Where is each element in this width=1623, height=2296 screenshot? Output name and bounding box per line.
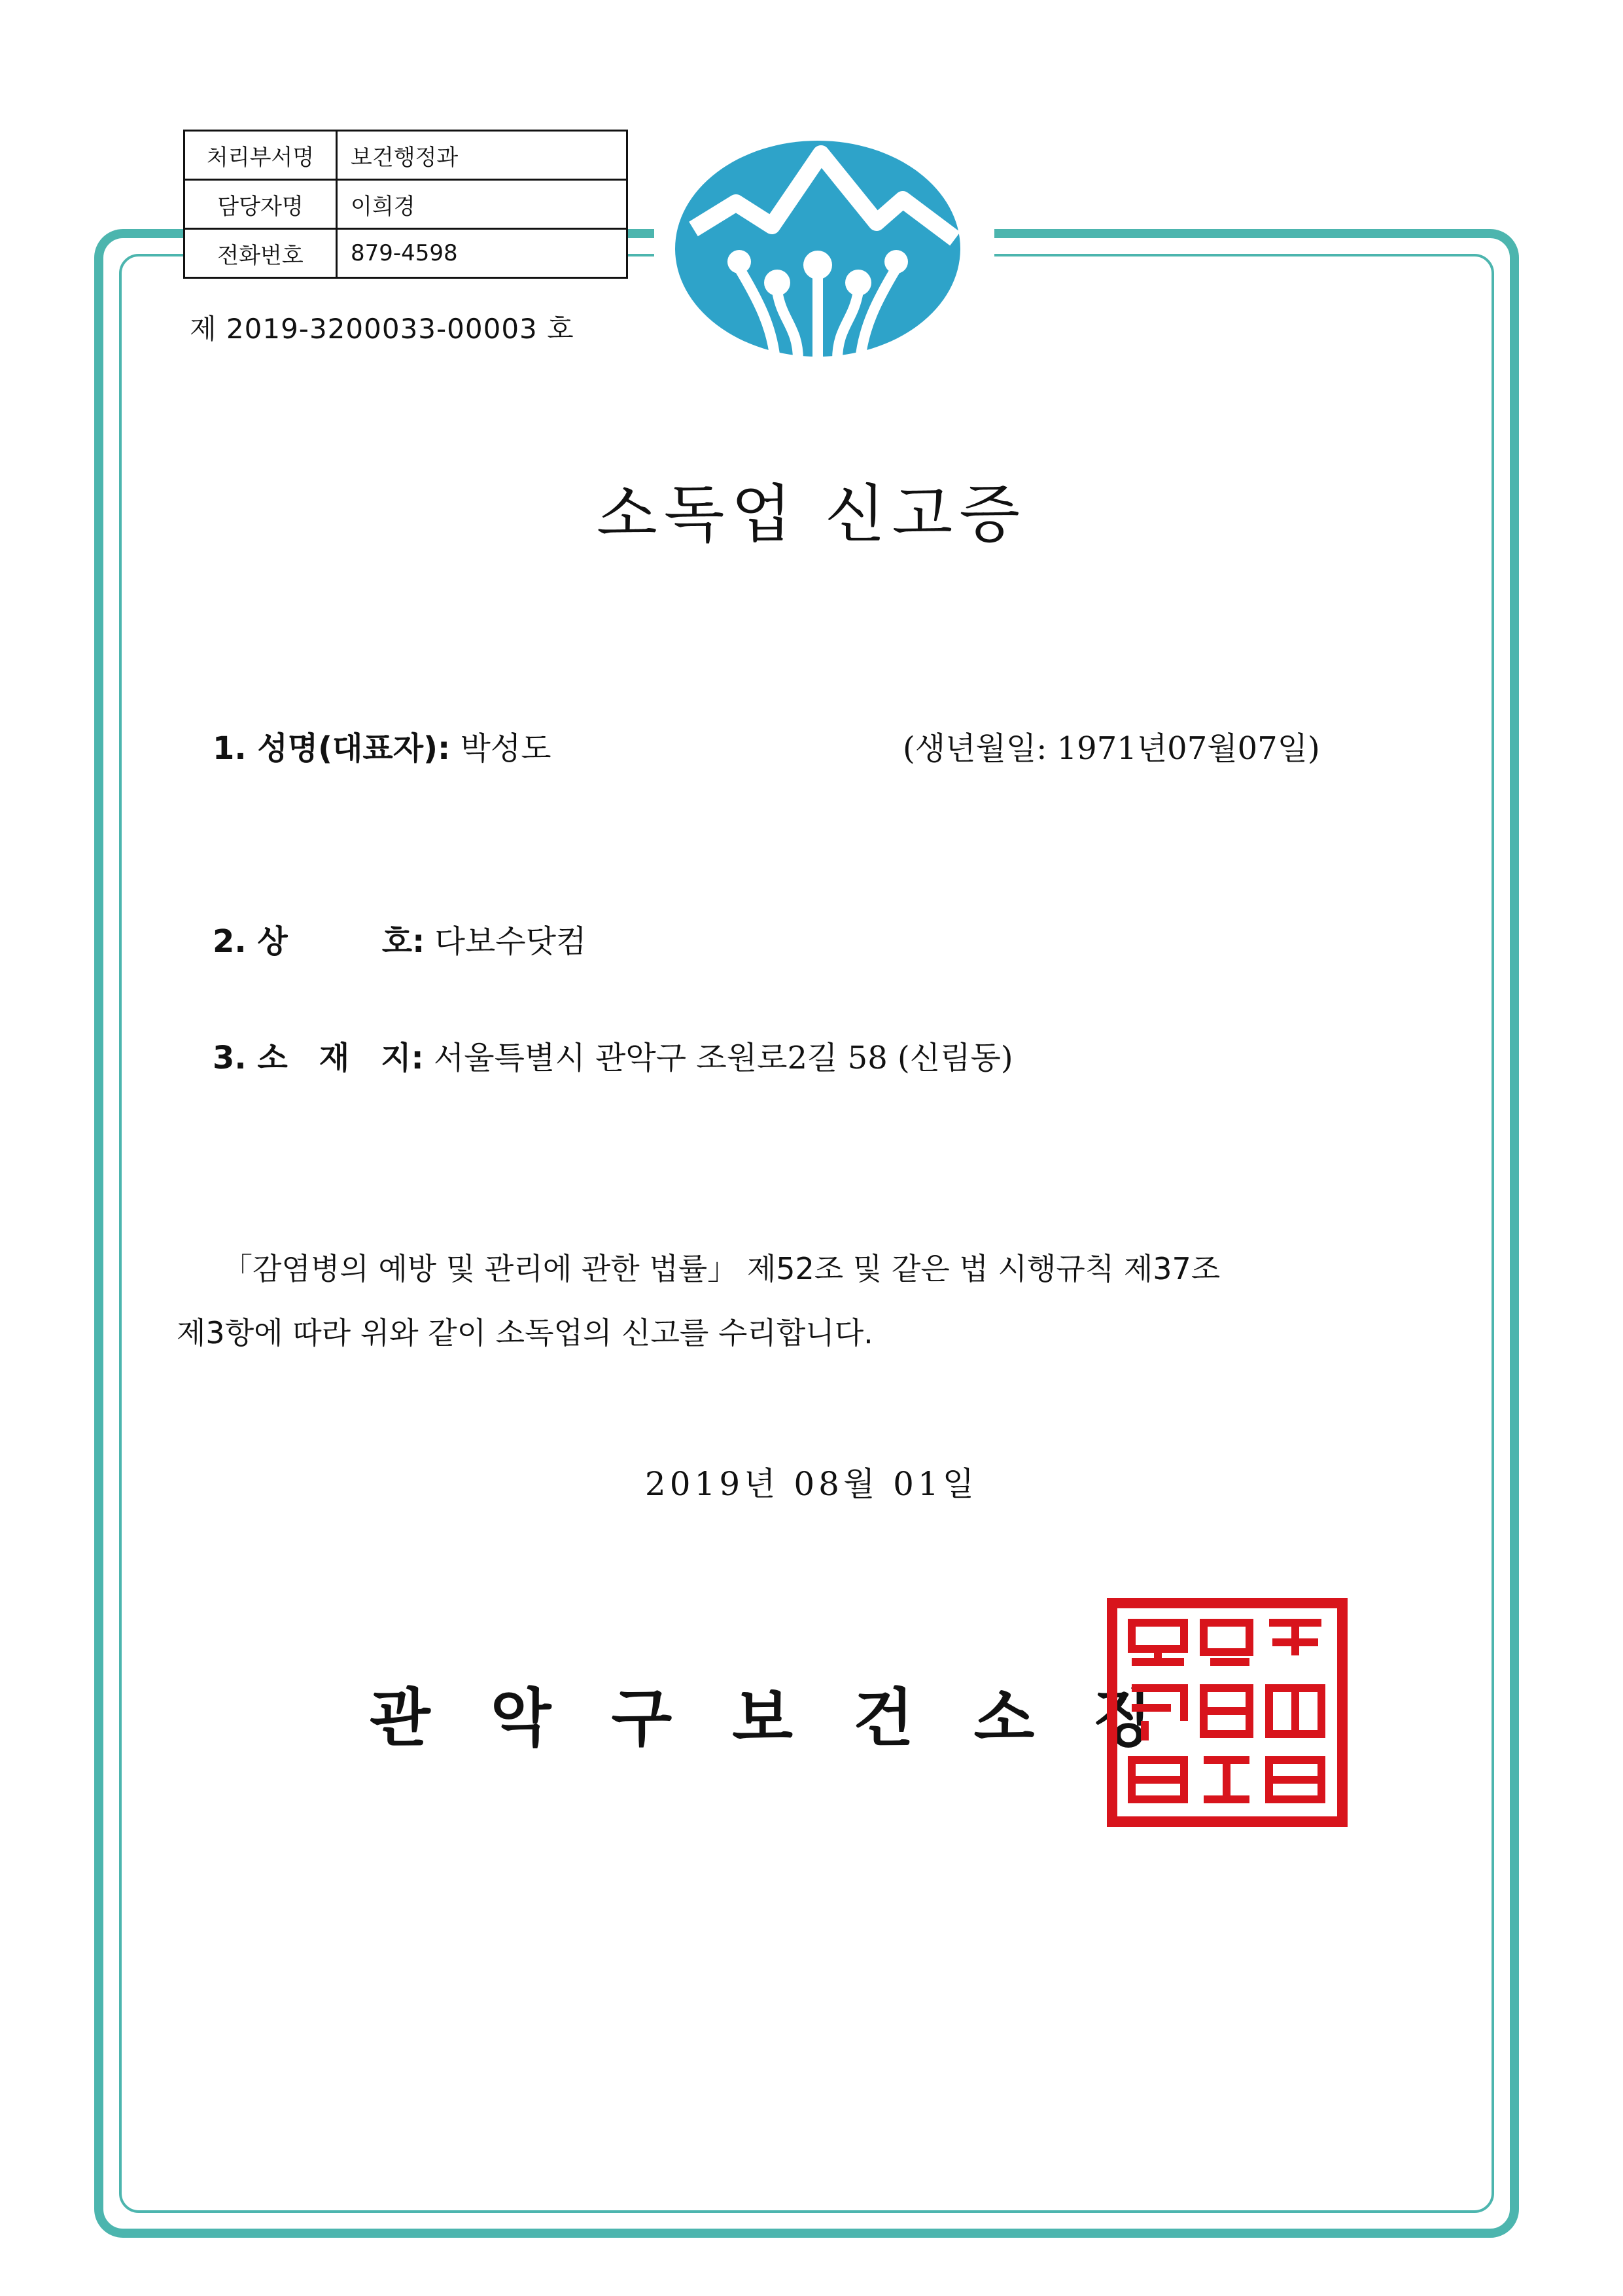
body-line-2: 제3항에 따라 위와 같이 소독업의 신고를 수리합니다. (177, 1315, 873, 1351)
table-row (184, 131, 627, 180)
official-seal-stamp (1106, 1597, 1349, 1828)
name-row (213, 723, 551, 768)
trade-name-value: 다보수닷컴 (434, 923, 587, 960)
name-value: 박성도 (460, 730, 551, 767)
department-label: 처리부서명 (184, 131, 337, 180)
district-logo (667, 131, 968, 366)
body-line-1: 「감염병의 예방 및 관리에 관한 법률」 제52조 및 같은 법 시행규칙 제37조 (222, 1251, 1221, 1286)
address-label: 3. 소 재 지: (213, 1040, 424, 1076)
address-row (213, 1033, 1013, 1078)
department-value: 보건행정과 (337, 131, 627, 180)
officer-label: 담당자명 (184, 180, 337, 229)
body-text (177, 1237, 1472, 1365)
trade-name-row (213, 916, 586, 961)
certificate-title: 소독업 신고증 (597, 478, 1026, 551)
phone-label: 전화번호 (184, 229, 337, 278)
name-label: 1. 성명(대표자): (213, 730, 451, 767)
phone-value: 879-4598 (337, 229, 627, 278)
trade-name-label: 2. 상 호: (213, 923, 425, 960)
officer-value: 이희경 (337, 180, 627, 229)
table-row (184, 180, 627, 229)
address-value: 서울특별시 관악구 조원로2길 58 (신림동) (433, 1040, 1013, 1076)
issuer-name: 관악구보건소장 (370, 1682, 1216, 1755)
birth-date: (생년월일: 1971년07월07일) (903, 730, 1320, 767)
table-row (184, 229, 627, 278)
handling-info-table (183, 130, 628, 279)
document-number: 제 2019-3200033-00003 호 (190, 313, 574, 345)
issue-date: 2019년 08월 01일 (644, 1465, 979, 1503)
